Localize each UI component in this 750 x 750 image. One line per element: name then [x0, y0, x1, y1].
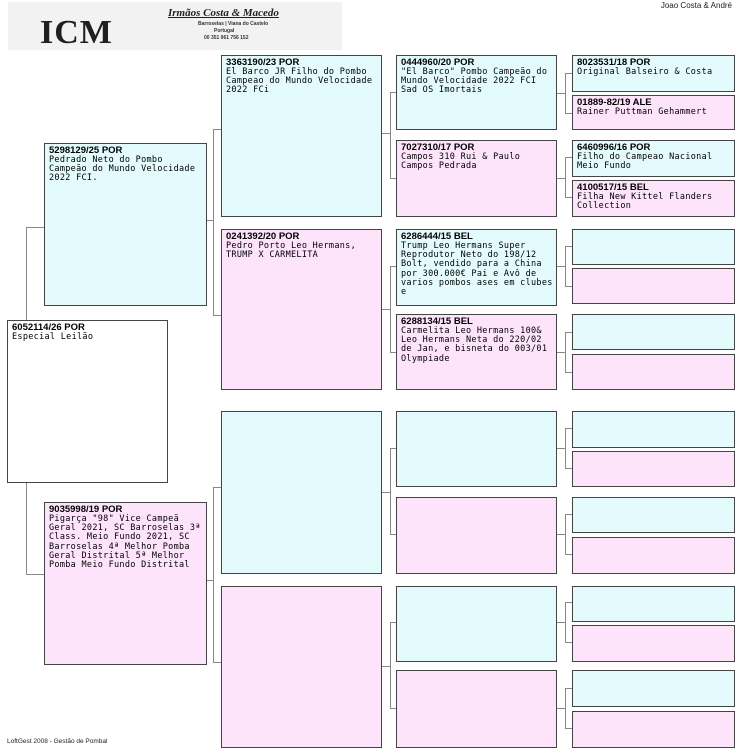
pigeon-card-sssd[interactable] — [572, 95, 735, 130]
logo-line2: Portugal — [214, 28, 235, 34]
connector — [382, 309, 390, 310]
pigeon-card-dds[interactable] — [396, 586, 557, 662]
connector — [565, 73, 572, 74]
connector — [565, 286, 572, 287]
pigeon-description: Campos 310 Rui & Paulo Campos Pedrada — [401, 152, 521, 172]
connector — [390, 266, 391, 352]
pigeon-card-dsss[interactable] — [572, 411, 735, 448]
pigeon-card-sdd[interactable] — [396, 314, 557, 390]
connector — [382, 492, 390, 493]
ring-number: 9035998/19 POR — [49, 504, 123, 515]
pigeon-card-dam-dam[interactable] — [221, 586, 382, 748]
connector — [207, 220, 213, 221]
pigeon-card-dsd[interactable] — [396, 497, 557, 574]
pigeon-description: Trump Leo Hermans Super Reprodutor Neto do 198/12 Bolt, vendido para a China por 300.000€ Pai e Avô de varios pombos ases em clubes e — [401, 241, 553, 298]
connector — [213, 129, 214, 315]
connector — [557, 448, 565, 449]
logo-mark: ICM — [40, 14, 113, 51]
pigeon-card-sdss[interactable] — [572, 229, 735, 265]
pigeon-card-sire-dam[interactable] — [221, 229, 382, 390]
connector — [213, 487, 214, 662]
connector — [557, 352, 565, 353]
ring-number: 0444960/20 POR — [401, 57, 475, 68]
connector — [557, 178, 565, 179]
ring-number: 6460996/16 POR — [577, 142, 651, 153]
pigeon-card-sdsd[interactable] — [572, 268, 735, 304]
connector — [382, 666, 390, 667]
connector — [565, 332, 572, 333]
connector — [213, 487, 221, 488]
connector — [390, 448, 391, 534]
connector — [565, 246, 566, 286]
connector — [565, 428, 566, 468]
connector — [565, 688, 566, 728]
pigeon-card-dsds[interactable] — [572, 497, 735, 533]
connector — [557, 534, 565, 535]
pigeon-description: Carmelita Leo Hermans 100& Leo Hermans Neta do 220/02 de Jan, e bisneta do 003/01 Olympiade — [401, 326, 548, 364]
pigeon-card-sdds[interactable] — [572, 314, 735, 350]
footer-credit: LoftGest 2008 - Gestão de Pombal — [7, 738, 108, 745]
connector — [26, 227, 44, 228]
connector — [565, 157, 566, 197]
connector — [565, 73, 566, 113]
pigeon-card-ssds[interactable] — [572, 140, 735, 177]
ring-number: 7027310/17 POR — [401, 142, 475, 153]
pigeon-card-dsdd[interactable] — [572, 537, 735, 574]
pigeon-description: Pedro Porto Leo Hermans, TRUMP X CARMELITA — [226, 241, 357, 261]
connector — [213, 662, 221, 663]
connector — [382, 133, 390, 134]
connector — [565, 554, 572, 555]
connector — [565, 332, 566, 372]
connector — [565, 428, 572, 429]
pigeon-description: Filha New Kittel Flanders Collection — [577, 192, 713, 212]
connector — [26, 574, 44, 575]
pigeon-description: "El Barco" Pombo Campeão do Mundo Velocidade 2022 FCI Sad OS Imortais — [401, 67, 548, 96]
loft-logo — [8, 2, 342, 50]
pigeon-description: Rainer Puttman Gehammert — [577, 107, 708, 117]
pigeon-card-dss[interactable] — [396, 411, 557, 487]
connector — [565, 113, 572, 114]
ring-number: 4100517/15 BEL — [577, 182, 649, 193]
ring-number: 8023531/18 POR — [577, 57, 651, 68]
ring-number: 6052114/26 POR — [12, 322, 85, 333]
pigeon-description: Pigarça "98" Vice Campeã Geral 2021, SC Barroselas 3ª Class. Meio Fundo 2021, SC Barroselas 4ª Melhor Pomba Geral Distrital 5ª Melhor Pomba Meio Fundo Distrital — [49, 514, 201, 571]
pigeon-card-sire[interactable] — [44, 143, 207, 306]
connector — [557, 93, 565, 94]
owner-name: Joao Costa & André — [660, 1, 732, 10]
pigeon-description: Original Balseiro & Costa — [577, 67, 713, 77]
connector — [565, 157, 572, 158]
pigeon-card-ssdd[interactable] — [572, 180, 735, 217]
pigeon-card-dam[interactable] — [44, 502, 207, 665]
pigeon-card-dam-sire[interactable] — [221, 411, 382, 574]
pigeon-card-ssss[interactable] — [572, 55, 735, 92]
connector — [213, 129, 221, 130]
pigeon-card-ddds[interactable] — [572, 670, 735, 707]
connector — [565, 642, 572, 643]
pigeon-card-ssd[interactable] — [396, 140, 557, 217]
pigeon-card-dddd[interactable] — [572, 711, 735, 748]
pigeon-card-ddss[interactable] — [572, 586, 735, 622]
logo-phone: 00 351 961 756 152 — [204, 35, 249, 41]
connector — [557, 266, 565, 267]
connector — [565, 468, 572, 469]
pigeon-description: Especial Leilão — [12, 332, 94, 342]
logo-title: Irmãos Costa & Macedo — [168, 7, 279, 19]
connector — [565, 688, 572, 689]
pigeon-card-ddsd[interactable] — [572, 625, 735, 662]
connector — [557, 708, 565, 709]
logo-line1: Barroselas | Viana do Castelo — [198, 21, 269, 27]
connector — [565, 246, 572, 247]
connector — [565, 514, 566, 554]
connector — [390, 622, 391, 708]
pigeon-card-dssd[interactable] — [572, 451, 735, 487]
ring-number: 3363190/23 POR — [226, 57, 300, 68]
ring-number: 5298129/25 POR — [49, 145, 123, 156]
pigeon-card-sire-sire[interactable] — [221, 55, 382, 217]
pigeon-card-sss[interactable] — [396, 55, 557, 130]
pigeon-card-sddd[interactable] — [572, 354, 735, 390]
connector — [207, 580, 213, 581]
connector — [565, 602, 566, 642]
connector — [565, 602, 572, 603]
connector — [565, 197, 572, 198]
connector — [213, 315, 221, 316]
connector — [390, 92, 391, 178]
ring-number: 0241392/20 POR — [226, 231, 300, 242]
pigeon-description: Pedrado Neto do Pombo Campeão do Mundo Velocidade 2022 FCI. — [49, 155, 196, 184]
ring-number: 01889-82/19 ALE — [577, 97, 652, 108]
ring-number: 6288134/15 BEL — [401, 316, 473, 327]
connector — [565, 728, 572, 729]
pigeon-card-ddd[interactable] — [396, 670, 557, 748]
pigeon-card-subject[interactable] — [7, 320, 168, 483]
connector — [557, 622, 565, 623]
pigeon-card-sds[interactable] — [396, 229, 557, 306]
connector — [565, 514, 572, 515]
pigeon-description: El Barco JR Filho do Pombo Campeao do Mundo Velocidade 2022 FCi — [226, 67, 373, 96]
connector — [565, 372, 572, 373]
ring-number: 6286444/15 BEL — [401, 231, 473, 242]
pigeon-description: Filho do Campeao Nacional Meio Fundo — [577, 152, 713, 172]
